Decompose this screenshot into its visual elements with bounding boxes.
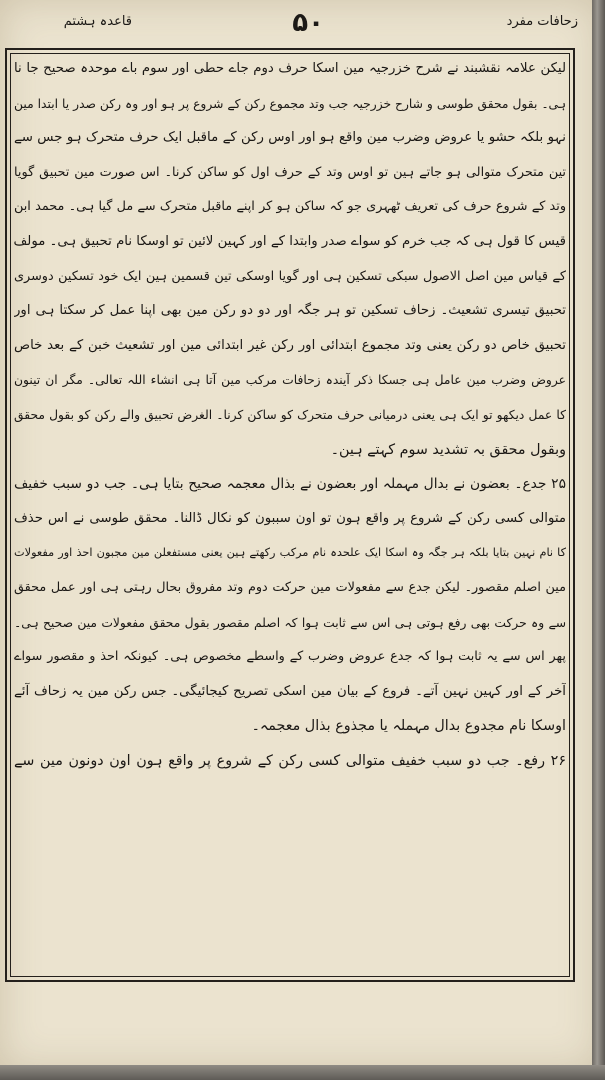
text-line: قیس کا قول ہی کہ جب خرم کو سواے صدر وابتدا کے اور کہین لائین تو اوسکا نام تحبیق ہی۔ مولف [14,233,566,249]
text-line: وبقول محقق بہ تشدید سوم کہتے ہین۔ [330,441,566,458]
text-line: پھر اس سے یہ ثابت ہوا کہ جدع عروض وضرب کے واسطے مخصوص ہی۔ کیونکہ احذ و مقصور سواے [14,649,566,665]
text-line: ہی۔ بقول محقق طوسی و شارح خزرجیہ جب وتد مجموع رکن کے شروع پر ہو اور وہ رکن صدر یا ابتدا مین [14,96,566,111]
text-line: تین متحرک متوالی ہو جاتے ہین تو اوس وتد کے حرف اول کو ساکن کرنا۔ اس صورت مین تحبیق گویا [14,164,566,180]
text-line: کا عمل دیکھو تو ایک ہی یعنی درمیانی حرف متحرک کو ساکن کرنا۔ الغرض تحبیق والے رکن کو بقول محقق [14,407,566,422]
text-line: مین اصلم مقصور۔ لیکن جدع سے مفعولات مین حرکت دوم وتد مفروق بحال رہتی ہی اور عمل محقق [14,579,566,595]
body-text [14,52,566,778]
text-line: عروض وضرب مین عامل ہی جسکا ذکر آیندہ زحافات مرکب مین آتا ہی انشاء اللہ تعالی۔ مگر ان تینون [14,373,566,388]
text-line: تحبیق خاص دو رکن یعنی وتد مجموع ابتدائی اور رکن غیر ابتدائی مین اور تشعیث خبن کے بعد خاص [14,337,566,353]
running-head-section: قاعدہ ہشتم [63,14,132,29]
text-line: متوالی کسی رکن کے شروع پر واقع ہون تو اون سببون کو نکال ڈالنا۔ محقق طوسی نے اس حذف [14,510,566,526]
text-line: اوسکا نام مجدوع بدال مہملہ یا مجذوع بذال معجمہ۔ [251,718,566,735]
text-line: کے قیاس مین اصل الاصول سبکی تسکین ہی اور گویا اوسکی تین قسمین ہین ایک خود تسکین دوسری [14,268,566,284]
page-edge-bottom [0,1065,605,1080]
text-line: لیکن علامہ نقشبند نے شرح خزرجیہ مین اسکا حرف دوم جاے حطی اور سوم باے موحدہ صحیح جا نا [14,61,566,76]
section-25-jada-heading-line: ۲۵ جدع۔ بعضون نے بدال مہملہ اور بعضون نے بذال معجمہ صحیح بتایا ہی۔ جب دو سبب خفیف [14,476,566,493]
text-line: وتد کے شروع حرف کی تعریف ٹھہری جو کہ ساکن ہو کر اپنے ماقبل متحرک سے مل گیا ہی۔ محمد ابن [14,199,566,215]
section-26-rafa-heading-line: ۲۶ رفع۔ جب دو سبب خفیف متوالی کسی رکن کے شروع پر واقع ہون اون دونون مین سے [14,752,566,769]
running-head-chapter: زحافات مفرد [506,14,578,29]
text-line: آخر کے اور کہین نہین آتے۔ فروع کے بیان مین اسکی تصریح کیجائیگی۔ جس رکن مین یہ زحاف آئے [14,683,566,699]
running-head [0,8,592,44]
text-line: سے وہ حرکت بھی رفع ہوتی ہی اس سے ثابت ہوا کہ اصلم مقصور بقول محقق مفعولات مین صحیح ہی۔ [14,615,566,630]
page-number: ۵۰ [292,8,324,38]
text-line: تحبیق تیسری تشعیث۔ زحاف تسکین تو ہر جگہ اور دو دو رکن مین بھی اپنا عمل کر سکتا ہی اور [14,303,566,319]
page-edge-right [592,0,605,1080]
text-line: کا نام نہین بتایا بلکہ ہر جگہ وہ اسکا ایک علحدہ نام مرکب رکھتے ہین یعنی مستفعلن مین مجبون احذ اور مفعولات [14,546,566,560]
text-line: نہو بلکہ حشو یا عروض وضرب مین واقع ہو اور اوس رکن کے ماقبل ایک حرف متحرک ہو جس سے [14,130,566,146]
